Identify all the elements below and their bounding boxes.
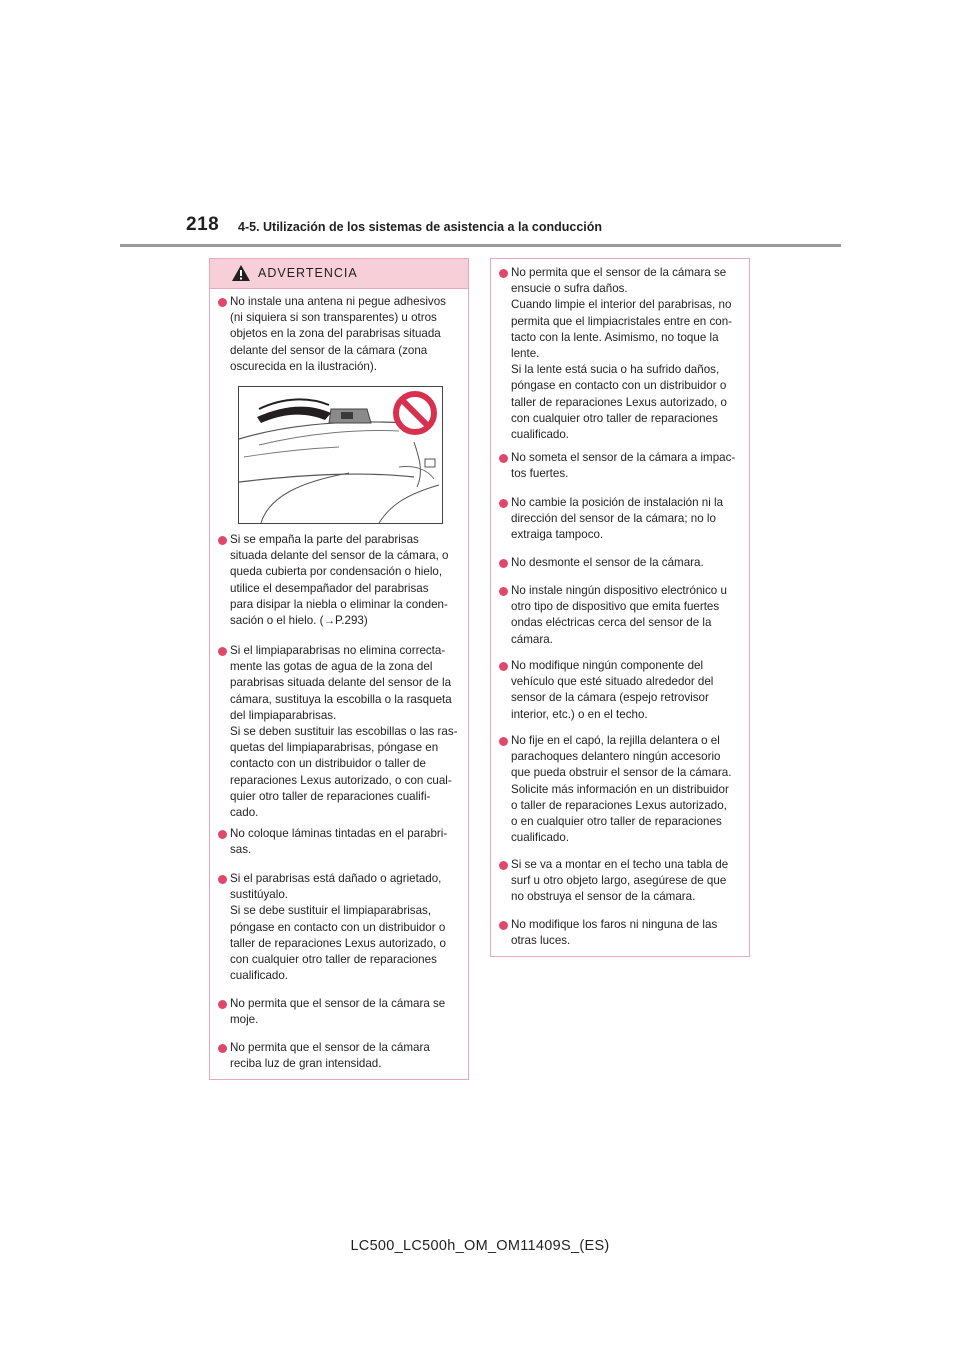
bullet-icon [499, 662, 508, 671]
page-number: 218 [186, 214, 220, 235]
bullet-icon [218, 536, 227, 545]
item-text: Si el parabrisas está dañado o agrietado, sustitúyalo. Si se debe sustituir el limpiaparabrisas, póngase en contacto con un distribuidor o taller de reparaciones Lexus autorizado, o con cualquier otro taller de reparaciones cualificado. [230, 872, 446, 983]
item-text: No fije en el capó, la rejilla delantera o el parachoques delantero ningún accesorio que pueda obstruir el sensor de la cámara. Solicite más información en un distribuidor o taller de reparaciones Lexus autorizado, o en cualquier otro taller de reparaciones cualificado. [511, 734, 732, 845]
item-text: No permita que el sensor de la cámara se ensucie o sufra daños. Cuando limpie el interior del parabrisas, no permita que el limpiacristales entre en con- tacto con la lente. Asimismo, no toque la lente. Si la lente está sucia o ha sufrido daños, póngase en contacto con un distribuidor o taller de reparaciones Lexus autorizado, o con cualquier otro taller de reparaciones cualificado. [511, 266, 733, 442]
prohibited-sign-icon [396, 394, 434, 432]
bullet-icon [499, 587, 508, 596]
bullet-icon [218, 875, 227, 884]
list-item [499, 450, 744, 482]
warning-box-right [490, 258, 750, 957]
bullet-icon [218, 830, 227, 839]
warning-triangle-icon [231, 264, 251, 282]
list-item [499, 658, 744, 723]
item-text: No instale una antena ni pegue adhesivos (ni siquiera si son transparentes) u otros objetos en la zona del parabrisas situada delante del sensor de la cámara (zona oscurecida en la ilustración). [230, 295, 446, 373]
windshield-illustration [238, 386, 443, 524]
bullet-icon [499, 861, 508, 870]
list-item [218, 532, 463, 629]
list-item [218, 871, 463, 984]
warning-title: ADVERTENCIA [258, 266, 358, 280]
list-item [499, 583, 744, 648]
warning-header [210, 259, 468, 289]
bullet-icon [499, 454, 508, 463]
item-text: No desmonte el sensor de la cámara. [511, 556, 704, 569]
item-text: No cambie la posición de instalación ni la dirección del sensor de la cámara; no lo extraiga tampoco. [511, 496, 724, 542]
list-item [218, 996, 463, 1028]
bullet-icon [218, 1000, 227, 1009]
bullet-icon [499, 499, 508, 508]
bullet-icon [218, 1044, 227, 1053]
item-text: No modifique ningún componente del vehículo que esté situado alrededor del sensor de la cámara (espejo retrovisor interior, etc.) o en el techo. [511, 659, 714, 721]
list-item [499, 555, 744, 571]
list-item [499, 495, 744, 544]
windshield-camera-illustration [239, 387, 442, 523]
bullet-icon [218, 298, 227, 307]
warning-box-left [209, 258, 469, 1080]
item-text: No modifique los faros ni ninguna de las otras luces. [511, 918, 718, 948]
item-text: Si se empaña la parte del parabrisas situada delante del sensor de la cámara, o queda cubierta por condensación o hielo, utilice el desempañador del parabrisas para disipar la niebla o eliminar la conden- sación o el hielo. (→P.293) [230, 533, 449, 628]
bullet-icon [499, 921, 508, 930]
item-text: No coloque láminas tintadas en el parabri- sas. [230, 827, 448, 857]
item-text: Si se va a montar en el techo una tabla de surf u otro objeto largo, asegúrese de que no obstruya el sensor de la cámara. [511, 858, 729, 904]
item-text: No instale ningún dispositivo electrónico u otro tipo de dispositivo que emita fuertes ondas eléctricas cerca del sensor de la cámara. [511, 584, 727, 646]
item-text: Si el limpiaparabrisas no elimina correcta- mente las gotas de agua de la zona del parabrisas situada delante del sensor de la cámara, sustituya la escobilla o la rasqueta del limpiaparabrisas. Si se deben sustituir las escobillas o las ras- quetas del limpiaparabrisas, póngase en contacto con un distribuidor o taller de reparaciones Lexus autorizado, o con cual- quier otro taller de reparaciones cualifi- cado. [230, 644, 458, 820]
item-text: No permita que el sensor de la cámara se moje. [230, 997, 446, 1027]
bullet-icon [499, 737, 508, 746]
footer-doc-code: LC500_LC500h_OM_OM11409S_(ES) [350, 1238, 610, 1254]
list-item [499, 733, 744, 846]
list-item [218, 643, 463, 821]
bullet-icon [499, 269, 508, 278]
list-item [218, 294, 463, 375]
section-title: 4-5. Utilización de los sistemas de asistencia a la conducción [238, 220, 603, 234]
list-item [218, 826, 463, 858]
bullet-icon [499, 559, 508, 568]
bullet-icon [218, 647, 227, 656]
list-item [218, 1040, 463, 1072]
header-rule [120, 244, 841, 247]
list-item [499, 857, 744, 906]
list-item [499, 265, 744, 443]
item-text: No permita que el sensor de la cámara reciba luz de gran intensidad. [230, 1041, 430, 1071]
list-item [499, 917, 744, 949]
item-text: No someta el sensor de la cámara a impac- tos fuertes. [511, 451, 736, 481]
